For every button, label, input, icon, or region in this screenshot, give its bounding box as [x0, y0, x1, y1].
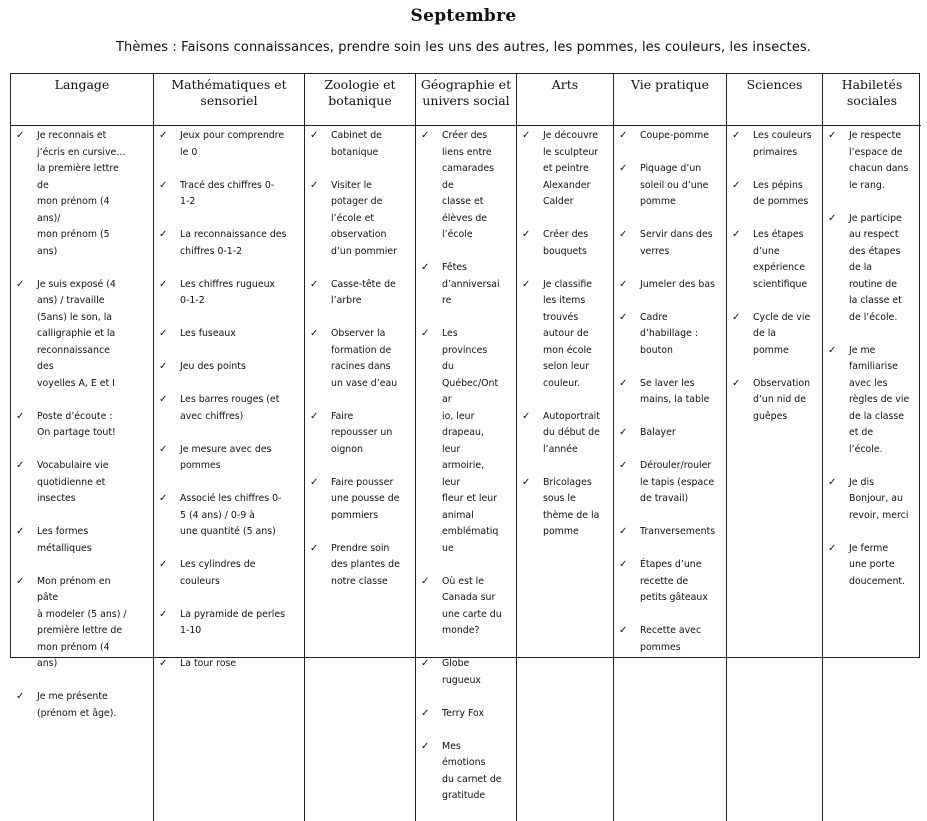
list-item-text: Je reconnais et j’écris en cursive… la première lettre de mon prénom (4 ans)/ mon prénom (5 ans) [37, 130, 126, 257]
checkmark-icon: ✓ [828, 130, 837, 141]
list-item-text: Je découvre le sculpteur et peintre Alexander Calder [543, 130, 599, 207]
list-item [15, 524, 149, 557]
header-vie-pratique: Vie pratique [614, 74, 727, 126]
list-item-text: Tracé des chiffres 0- 1-2 [180, 179, 275, 207]
list-item [618, 425, 722, 442]
list-item [827, 211, 917, 327]
list-item-text: Les couleurs primaires [753, 130, 812, 158]
list-item-text: Je dis Bonjour, au revoir, merci [849, 476, 909, 521]
list-item [309, 128, 411, 161]
list-item-text: Casse-tête de l’arbre [331, 278, 396, 306]
list-item-text: Je classifie les items trouvés autour de mon école selon leur couleur. [543, 278, 593, 389]
list-item [618, 557, 722, 607]
checkmark-icon: ✓ [421, 740, 430, 752]
list-item [309, 277, 411, 310]
list-item-text: Cabinet de botanique [331, 130, 382, 158]
checkmark-icon: ✓ [619, 377, 628, 389]
list-item [158, 607, 300, 640]
list-item [618, 310, 722, 360]
list-item-text: Se laver les mains, la table [640, 377, 710, 405]
list-item-text: Les formes métalliques [37, 526, 92, 554]
list-item [731, 227, 818, 293]
list-item [309, 475, 411, 525]
list-item [15, 409, 149, 442]
list-item-text: Coupe-pomme [640, 130, 710, 141]
checkmark-icon: ✓ [732, 377, 741, 389]
list-item [521, 277, 609, 393]
list-item-text: Les fuseaux [180, 328, 236, 339]
list-item-text: Associé les chiffres 0- 5 (4 ans) / 0-9 à une quantité (5 ans) [180, 493, 282, 537]
list-item-text: Les provinces du Québec/Ontar io, leur drapeau, leur armoirie, leur fleur et leur animal emblématique [442, 328, 499, 554]
list-item [618, 376, 722, 409]
list-item [731, 376, 818, 426]
list-item [521, 128, 609, 211]
checkmark-icon: ✓ [159, 443, 168, 455]
list-item [158, 178, 300, 211]
list-item [15, 689, 149, 722]
list-item [158, 359, 300, 376]
list-item [158, 392, 300, 425]
checkmark-icon: ✓ [159, 394, 168, 405]
checkmark-icon: ✓ [159, 493, 168, 504]
list-item-text: Piquage d’un soleil ou d’une pomme [640, 163, 709, 207]
column-geographie [416, 126, 517, 821]
list-item [731, 178, 818, 211]
list-item-text: Cycle de vie de la pomme [753, 311, 811, 356]
checkmark-icon: ✓ [732, 130, 741, 141]
checkmark-icon: ✓ [619, 460, 628, 471]
list-item [158, 227, 300, 260]
list-item [827, 475, 917, 525]
checkmark-icon: ✓ [828, 476, 837, 488]
header-mathematiques: Mathématiques et sensoriel [154, 74, 305, 126]
list-item-text: Créer des bouquets [543, 229, 589, 257]
list-item [521, 475, 609, 541]
list-item-text: Globe rugueux [442, 658, 481, 686]
checkmark-icon: ✓ [522, 278, 531, 290]
list-item-text: Observation d’un nid de guêpes [753, 377, 811, 422]
list-item [158, 656, 300, 673]
checkmark-icon: ✓ [619, 526, 628, 537]
checkmark-icon: ✓ [421, 130, 430, 141]
checkmark-icon: ✓ [159, 361, 168, 372]
list-item-text: Fêtes d’anniversaire [442, 262, 500, 306]
list-item-text: Je ferme une porte doucement. [849, 542, 906, 587]
checkmark-icon: ✓ [16, 691, 25, 702]
list-item [420, 260, 512, 310]
checkmark-icon: ✓ [310, 410, 319, 422]
list-item-text: Cadre d’habillage : bouton [640, 311, 698, 356]
checkmark-icon: ✓ [159, 658, 168, 669]
header-arts: Arts [517, 74, 614, 126]
list-item-text: Recette avec pommes [640, 625, 702, 653]
checkmark-icon: ✓ [421, 707, 430, 719]
list-item [618, 623, 722, 656]
list-item [521, 409, 609, 459]
checkmark-icon: ✓ [619, 625, 628, 636]
list-item [420, 739, 512, 805]
list-item-text: Mon prénom en pâte à modeler (5 ans) / première lettre de mon prénom (4 ans) [37, 575, 127, 669]
column-langage [11, 126, 154, 821]
checkmark-icon: ✓ [732, 179, 741, 191]
list-item-text: Je suis exposé (4 ans) / travaille (5ans) le son, la calligraphie et la reconnaissance des voyelles A, E et I [37, 278, 116, 389]
list-item [158, 277, 300, 310]
checkmark-icon: ✓ [619, 559, 628, 570]
list-item [827, 343, 917, 459]
list-item [158, 128, 300, 161]
checkmark-icon: ✓ [310, 476, 319, 488]
list-item [158, 491, 300, 541]
checkmark-icon: ✓ [159, 229, 168, 240]
checkmark-icon: ✓ [421, 658, 430, 669]
list-item-text: Balayer [640, 427, 676, 438]
checkmark-icon: ✓ [522, 476, 531, 488]
list-item [158, 326, 300, 343]
checkmark-icon: ✓ [619, 229, 628, 240]
list-item [420, 326, 512, 557]
column-zoologie [305, 126, 416, 821]
checkmark-icon: ✓ [522, 130, 531, 141]
list-item [618, 128, 722, 145]
checkmark-icon: ✓ [522, 229, 531, 240]
list-item-text: Les cylindres de couleurs [180, 559, 256, 587]
header-habiletes-sociales: Habiletés sociales [823, 74, 921, 126]
header-sciences: Sciences [727, 74, 823, 126]
list-item-text: Faire pousser une pousse de pommiers [331, 476, 400, 521]
list-item [158, 442, 300, 475]
list-item-text: La reconnaissance des chiffres 0-1-2 [180, 229, 287, 257]
list-item [15, 277, 149, 393]
column-habiletes-sociales [823, 126, 921, 821]
checkmark-icon: ✓ [619, 427, 628, 438]
checkmark-icon: ✓ [159, 608, 168, 620]
list-item-text: Prendre soin des plantes de notre classe [331, 542, 400, 587]
list-item [827, 128, 917, 194]
list-item [309, 326, 411, 392]
checkmark-icon: ✓ [619, 163, 628, 174]
checkmark-icon: ✓ [828, 212, 837, 224]
checkmark-icon: ✓ [310, 542, 319, 554]
checkmark-icon: ✓ [16, 130, 25, 141]
checkmark-icon: ✓ [310, 130, 319, 141]
list-item-text: Dérouler/rouler le tapis (espace de travail) [640, 460, 715, 504]
list-item [618, 227, 722, 260]
list-item-text: Je me présente (prénom et âge). [37, 691, 117, 719]
list-item [521, 227, 609, 260]
list-item [420, 706, 512, 723]
list-item-text: Vocabulaire vie quotidienne et insectes [37, 460, 109, 504]
header-zoologie: Zoologie et botanique [305, 74, 416, 126]
checkmark-icon: ✓ [522, 410, 531, 422]
list-item-text: Observer la formation de racines dans un vase d’eau [331, 328, 398, 389]
curriculum-table [10, 73, 920, 801]
checkmark-icon: ✓ [732, 311, 741, 323]
column-arts [517, 126, 614, 821]
list-item [309, 409, 411, 459]
list-item [618, 161, 722, 211]
list-item [309, 178, 411, 261]
list-item [420, 656, 512, 689]
column-sciences [727, 126, 823, 821]
list-item-text: Les étapes d’une expérience scientifique [753, 229, 808, 290]
checkmark-icon: ✓ [159, 559, 168, 570]
list-item-text: Jeu des points [180, 361, 246, 372]
checkmark-icon: ✓ [310, 328, 319, 339]
list-item-text: Autoportrait du début de l’année [543, 410, 600, 455]
list-item-text: La pyramide de perles 1-10 [180, 608, 286, 636]
list-item [618, 277, 722, 294]
checkmark-icon: ✓ [421, 328, 430, 339]
list-item-text: Jumeler des bas [640, 278, 715, 290]
checkmark-icon: ✓ [828, 344, 837, 356]
list-item-text: Jeux pour comprendre le 0 [180, 130, 285, 158]
list-item-text: Visiter le potager de l’école et observation d’un pommier [331, 179, 397, 257]
checkmark-icon: ✓ [16, 526, 25, 537]
list-item-text: Étapes d’une recette de petits gâteaux [640, 559, 708, 603]
list-item-text: Je respecte l’espace de chacun dans le rang. [849, 130, 909, 191]
header-langage: Langage [11, 74, 154, 126]
list-item-text: Où est le Canada sur une carte du monde? [442, 575, 502, 636]
list-item [731, 310, 818, 360]
checkmark-icon: ✓ [16, 410, 25, 422]
list-item-text: Mes émotions du carnet de gratitude [442, 740, 502, 801]
checkmark-icon: ✓ [619, 311, 628, 323]
list-item-text: Les chiffres rugueux 0-1-2 [180, 278, 276, 306]
list-item [158, 557, 300, 590]
list-item-text: Les pépins de pommes [753, 179, 809, 207]
checkmark-icon: ✓ [310, 278, 319, 290]
checkmark-icon: ✓ [828, 542, 837, 554]
list-item-text: Je mesure avec des pommes [180, 443, 272, 471]
checkmark-icon: ✓ [619, 130, 628, 141]
page-title: Septembre [410, 6, 517, 26]
list-item [827, 541, 917, 591]
list-item-text: Je me familiarise avec les règles de vie de la classe et de l’école. [849, 344, 910, 455]
checkmark-icon: ✓ [421, 575, 430, 587]
list-item-text: La tour rose [180, 658, 237, 669]
checkmark-icon: ✓ [16, 460, 25, 471]
checkmark-icon: ✓ [159, 278, 168, 290]
list-item-text: Créer des liens entre camarades de classe et élèves de l’école [442, 130, 494, 240]
list-item [618, 458, 722, 508]
list-item [420, 574, 512, 640]
list-item-text: Poste d’écoute : On partage tout! [37, 410, 116, 438]
column-vie-pratique [614, 126, 727, 821]
checkmark-icon: ✓ [16, 575, 25, 587]
list-item-text: Tranversements [640, 526, 716, 537]
list-item-text: Servir dans des verres [640, 229, 713, 257]
checkmark-icon: ✓ [421, 262, 430, 273]
list-item [420, 128, 512, 244]
checkmark-icon: ✓ [619, 278, 628, 290]
list-item [15, 128, 149, 260]
list-item-text: Je participe au respect des étapes de la routine de la classe et de l’école. [849, 212, 902, 323]
checkmark-icon: ✓ [310, 179, 319, 191]
checkmark-icon: ✓ [16, 278, 25, 290]
list-item-text: Faire repousser un oignon [331, 410, 393, 455]
list-item [15, 458, 149, 508]
column-mathematiques [154, 126, 305, 821]
list-item [618, 524, 722, 541]
list-item [731, 128, 818, 161]
checkmark-icon: ✓ [159, 130, 168, 141]
list-item-text: Terry Fox [442, 707, 485, 719]
header-geographie: Géographie et univers social [416, 74, 517, 126]
checkmark-icon: ✓ [159, 179, 168, 191]
checkmark-icon: ✓ [732, 229, 741, 240]
list-item-text: Les barres rouges (et avec chiffres) [180, 394, 280, 422]
checkmark-icon: ✓ [159, 328, 168, 339]
themes-line: Thèmes : Faisons connaissances, prendre soin les uns des autres, les pommes, les couleurs, les insectes. [115, 40, 812, 55]
list-item [309, 541, 411, 591]
list-item-text: Bricolages sous le thème de la pomme [543, 476, 600, 537]
list-item [15, 574, 149, 673]
